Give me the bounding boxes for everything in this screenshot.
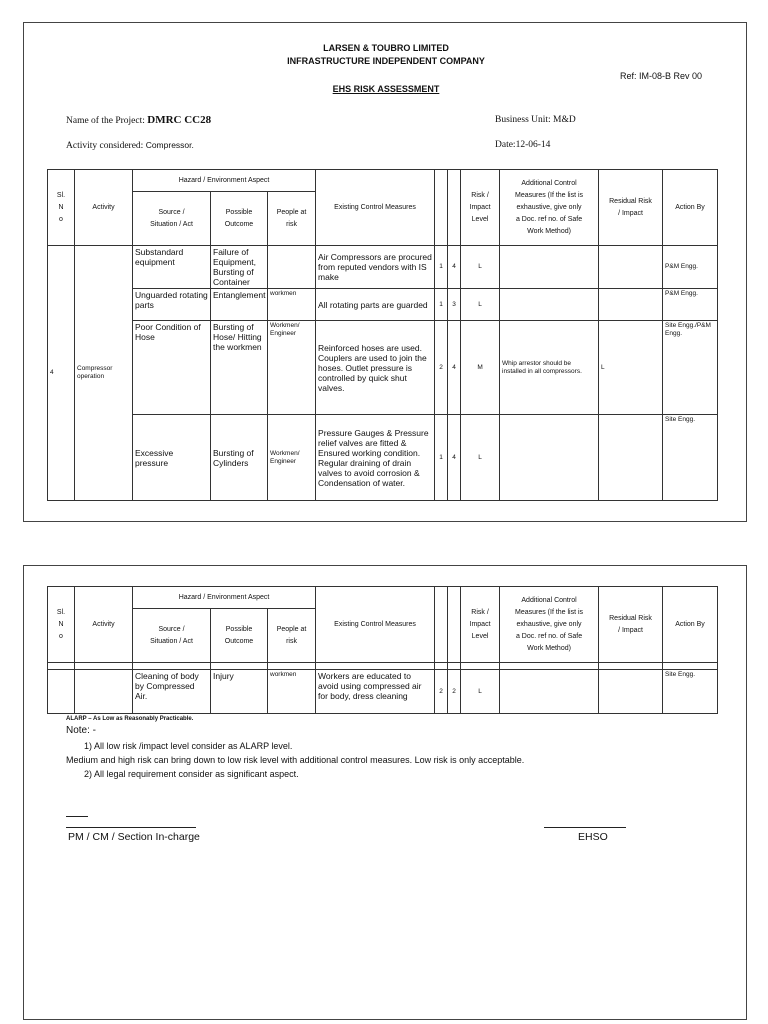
cell-severity: 3 — [448, 289, 461, 321]
cell-source: Cleaning of body by Compressed Air. — [133, 670, 211, 714]
cell-action: Site Engg./P&M Engg. — [663, 321, 718, 415]
page-title — [24, 84, 748, 94]
cell-people: Workmen/ Engineer — [268, 415, 316, 501]
cell-additional — [500, 246, 599, 289]
cell-outcome: Injury — [211, 670, 268, 714]
col-existing: Existing Control Measures — [316, 170, 435, 246]
document-ref: Ref: IM-08-B Rev 00 — [619, 71, 702, 81]
cell-risk-level: L — [461, 246, 500, 289]
page-title-text: EHS RISK ASSESSMENT — [332, 84, 440, 94]
col-risk-level: Risk / Impact Level — [461, 587, 500, 663]
business-unit: Business Unit: M&D — [495, 115, 576, 125]
cell-additional — [500, 670, 599, 714]
company-name: LARSEN & TOUBRO LIMITED — [323, 43, 449, 53]
cell-additional: Whip arrestor should be installed in all compressors. — [500, 321, 599, 415]
col-outcome: Possible Outcome — [211, 609, 268, 663]
signature-line-right — [544, 827, 626, 828]
cell-people — [268, 246, 316, 289]
alarp-definition: ALARP – As Low as Reasonably Practicable. — [66, 716, 194, 722]
cell-existing: Reinforced hoses are used. Couplers are used to join the hoses. Outlet pressure is controlled by quick shut valves. — [316, 321, 435, 415]
assessment-date: Date:12-06-14 — [495, 140, 551, 150]
activity-value: Compressor. — [145, 140, 194, 150]
division-name: INFRASTRUCTURE INDEPENDENT COMPANY — [287, 56, 485, 66]
assessment-page-2 — [23, 565, 747, 1020]
cell-outcome: Bursting of Cylinders — [211, 415, 268, 501]
cell-residual — [599, 415, 663, 501]
col-risk-level: Risk / Impact Level — [461, 170, 500, 246]
cell-people: workmen — [268, 289, 316, 321]
col-severity — [448, 170, 461, 246]
cell-severity: 4 — [448, 246, 461, 289]
row-activity: Compressor operation — [75, 246, 133, 501]
cell-source: Substandard equipment — [133, 246, 211, 289]
risk-table-1 — [47, 169, 718, 501]
note-item-2: 2) All legal requirement consider as significant aspect. — [84, 769, 299, 779]
col-residual: Residual Risk / Impact — [599, 170, 663, 246]
note-heading: Note: - — [66, 725, 97, 736]
cell-action: Site Engg. — [663, 670, 718, 714]
table-row — [48, 246, 718, 289]
col-residual: Residual Risk / Impact — [599, 587, 663, 663]
cell-probability: 1 — [435, 289, 448, 321]
cell-risk-level: M — [461, 321, 500, 415]
col-people: People at risk — [268, 609, 316, 663]
cell-residual — [599, 289, 663, 321]
cell-source: Unguarded rotating parts — [133, 289, 211, 321]
cell-probability: 2 — [435, 670, 448, 714]
col-source: Source / Situation / Act — [133, 192, 211, 246]
col-hazard-group: Hazard / Environment Aspect — [133, 587, 316, 609]
col-outcome: Possible Outcome — [211, 192, 268, 246]
cell-people: Workmen/ Engineer — [268, 321, 316, 415]
cell-severity: 2 — [448, 670, 461, 714]
cell-additional — [500, 289, 599, 321]
cell-residual: L — [599, 321, 663, 415]
signature-right-label: EHSO — [578, 831, 608, 843]
project-name — [66, 114, 211, 126]
cell-outcome: Entanglement — [211, 289, 268, 321]
col-slno: Sl. N o — [48, 587, 75, 663]
cell-risk-level: L — [461, 415, 500, 501]
col-activity: Activity — [75, 587, 133, 663]
cell-outcome: Bursting of Hose/ Hitting the workmen — [211, 321, 268, 415]
row-slno: 4 — [48, 246, 75, 501]
short-rule — [66, 816, 88, 817]
cell-action: P&M Engg. — [663, 289, 718, 321]
cell-existing: Workers are educated to avoid using compressed air for body, dress cleaning — [316, 670, 435, 714]
table-row — [48, 670, 718, 714]
col-activity: Activity — [75, 170, 133, 246]
col-action: Action By — [663, 170, 718, 246]
col-slno: Sl. N o — [48, 170, 75, 246]
col-hazard-group: Hazard / Environment Aspect — [133, 170, 316, 192]
risk-table-2 — [47, 586, 718, 714]
cell-probability: 1 — [435, 415, 448, 501]
cell-risk-level: L — [461, 289, 500, 321]
assessment-page-1 — [23, 22, 747, 522]
cell-existing: Air Compressors are procured from reputed vendors with IS make — [316, 246, 435, 289]
col-probability — [435, 587, 448, 663]
cell-probability: 2 — [435, 321, 448, 415]
cell-outcome: Failure of Equipment, Bursting of Container — [211, 246, 268, 289]
activity-label: Activity considered: — [66, 141, 144, 151]
cell-people: workmen — [268, 670, 316, 714]
cell-severity: 4 — [448, 321, 461, 415]
cell-residual — [599, 670, 663, 714]
cell-action: P&M Engg. — [663, 246, 718, 289]
col-action: Action By — [663, 587, 718, 663]
cell-action: Site Engg. — [663, 415, 718, 501]
cell-additional — [500, 415, 599, 501]
note-medium-high: Medium and high risk can bring down to low risk level with additional control measures. Low risk is only acceptable. — [66, 755, 525, 765]
table-row — [48, 321, 718, 415]
cell-risk-level: L — [461, 670, 500, 714]
col-existing: Existing Control Measures — [316, 587, 435, 663]
col-severity — [448, 587, 461, 663]
col-source: Source / Situation / Act — [133, 609, 211, 663]
spacer-row — [48, 663, 718, 670]
cell-severity: 4 — [448, 415, 461, 501]
project-label: Name of the Project: — [66, 116, 145, 126]
cell-source: Poor Condition of Hose — [133, 321, 211, 415]
col-additional: Additional Control Measures (If the list is exhaustive, give only a Doc. ref no. of Safe Work Method) — [500, 587, 599, 663]
activity-considered — [66, 140, 194, 151]
project-value: DMRC CC28 — [147, 114, 212, 126]
signature-left-label: PM / CM / Section In-charge — [68, 831, 200, 843]
col-probability — [435, 170, 448, 246]
cell-source: Excessive pressure — [133, 415, 211, 501]
cell-existing: All rotating parts are guarded — [316, 289, 435, 321]
note-item-1: 1) All low risk /impact level consider as ALARP level. — [84, 741, 293, 751]
cell-existing: Pressure Gauges & Pressure relief valves are fitted & Ensured working condition. Regular draining of drain valves to avoid corrosion & Condensation of water. — [316, 415, 435, 501]
col-people: People at risk — [268, 192, 316, 246]
cell-residual — [599, 246, 663, 289]
signature-line-left — [66, 827, 196, 828]
table-row — [48, 289, 718, 321]
cell-probability: 1 — [435, 246, 448, 289]
table-row — [48, 415, 718, 501]
col-additional: Additional Control Measures (If the list is exhaustive, give only a Doc. ref no. of Safe Work Method) — [500, 170, 599, 246]
